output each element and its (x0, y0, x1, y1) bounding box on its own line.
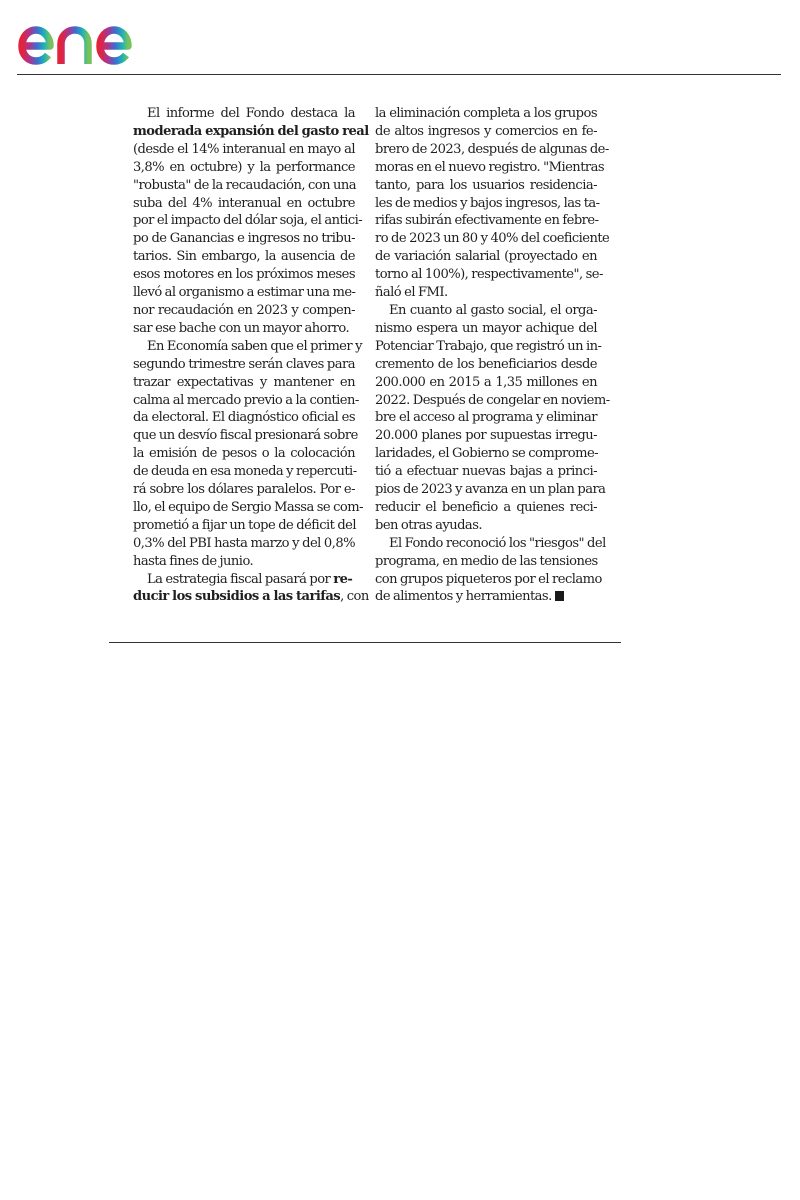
text-line: "robusta" de la recaudación, con una (133, 177, 357, 193)
article-column-left (133, 105, 369, 606)
text-line: En Economía saben que el primer y (147, 338, 362, 354)
article-bottom-divider (109, 642, 621, 643)
text-line: ro de 2023 un 80 y 40% del coeficiente (375, 231, 610, 247)
end-of-article-mark (555, 591, 564, 601)
text-line: ben otras ayudas. (375, 517, 482, 533)
text-line: brero de 2023, después de algunas de- (375, 141, 609, 157)
text-line: Potenciar Trabajo, que registró un in- (375, 338, 602, 354)
text-line: suba del 4% interanual en octubre (133, 195, 355, 211)
text-line: prometió a fijar un tope de déficit del (133, 517, 357, 533)
text-line: po de Ganancias e ingresos no tribu- (133, 231, 355, 247)
text-line: El informe del Fondo destaca la (147, 106, 355, 121)
header-divider (17, 74, 781, 75)
text-line: de altos ingresos y comercios en fe- (375, 123, 597, 139)
text-line: llevó al organismo a estimar una me- (133, 285, 356, 301)
text-line (375, 588, 597, 606)
text-line: la eliminación completa a los grupos (375, 106, 597, 121)
text-line: moras en el nuevo registro. "Mientras (375, 159, 605, 175)
text-line: tarios. Sin embargo, la ausencia de (133, 249, 355, 265)
text-line: ñaló el FMI. (375, 285, 448, 301)
text-line: llo, el equipo de Sergio Massa se com- (133, 499, 363, 515)
text-line: pios de 2023 y avanza en un plan para (375, 482, 606, 498)
bold-text-run: ducir los subsidios a las tarifas (133, 589, 341, 605)
text-line: 20.000 planes por supuestas irregu- (375, 428, 597, 444)
text-line: laridades, el Gobierno se comprome- (375, 446, 599, 462)
text-line: moderada expansión del gasto real (133, 123, 369, 139)
text-line: tió a efectuar nuevas bajas a princi- (375, 464, 597, 480)
text-line (133, 571, 355, 589)
text-line: cremento de los beneficiarios desde (375, 356, 597, 372)
text-line: programa, en medio de las tensiones (375, 553, 598, 569)
text-line: 200.000 en 2015 a 1,35 millones en (375, 374, 597, 390)
text-line: da electoral. El diagnóstico oficial es (133, 410, 355, 426)
text-run: , con (340, 589, 369, 605)
text-line: rá sobre los dólares paralelos. Por e- (133, 482, 355, 498)
text-line: 3,8% en octubre) y la performance (133, 159, 355, 175)
text-line: En cuanto al gasto social, el orga- (389, 302, 597, 318)
text-line: por el impacto del dólar soja, el antici- (133, 213, 363, 229)
text-run: de alimentos y herramientas. (375, 589, 552, 605)
text-line: con grupos piqueteros por el reclamo (375, 571, 602, 587)
text-line: bre el acceso al programa y eliminar (375, 410, 597, 426)
text-line: 2022. Después de congelar en noviem- (375, 392, 610, 408)
bold-text-run: re- (333, 571, 353, 587)
text-line: hasta fines de junio. (133, 553, 254, 569)
text-line: de deuda en esa moneda y repercuti- (133, 464, 357, 480)
text-line: de variación salarial (proyectado en (375, 249, 597, 265)
text-line: que un desvío fiscal presionará sobre (133, 428, 358, 444)
article-column-right (375, 105, 610, 606)
text-run: La estrategia fiscal pasará por (147, 571, 334, 587)
text-line: la emisión de pesos o la colocación (133, 446, 355, 462)
text-line: reducir el beneficio a quienes reci- (375, 499, 597, 515)
text-line: 0,3% del PBI hasta marzo y del 0,8% (133, 535, 355, 551)
text-line: esos motores en los próximos meses (133, 267, 355, 283)
text-line: torno al 100%), respectivamente", se- (375, 267, 603, 283)
text-line: calma al mercado previo a la contien- (133, 392, 359, 408)
text-line: tanto, para los usuarios residencia- (375, 177, 597, 193)
text-line: rifas subirán efectivamente en febre- (375, 213, 599, 229)
text-line: sar ese bache con un mayor ahorro. (133, 320, 350, 336)
text-line: les de medios y bajos ingresos, las ta- (375, 195, 600, 211)
text-line: trazar expectativas y mantener en (133, 374, 355, 390)
enel-logo (16, 8, 172, 68)
text-line: segundo trimestre serán claves para (133, 356, 355, 372)
text-line (133, 588, 369, 606)
text-line: (desde el 14% interanual en mayo al (133, 141, 355, 157)
text-line: El Fondo reconoció los "riesgos" del (389, 535, 606, 551)
text-line: nor recaudación en 2023 y compen- (133, 302, 355, 318)
text-line: nismo espera un mayor achique del (375, 320, 597, 336)
